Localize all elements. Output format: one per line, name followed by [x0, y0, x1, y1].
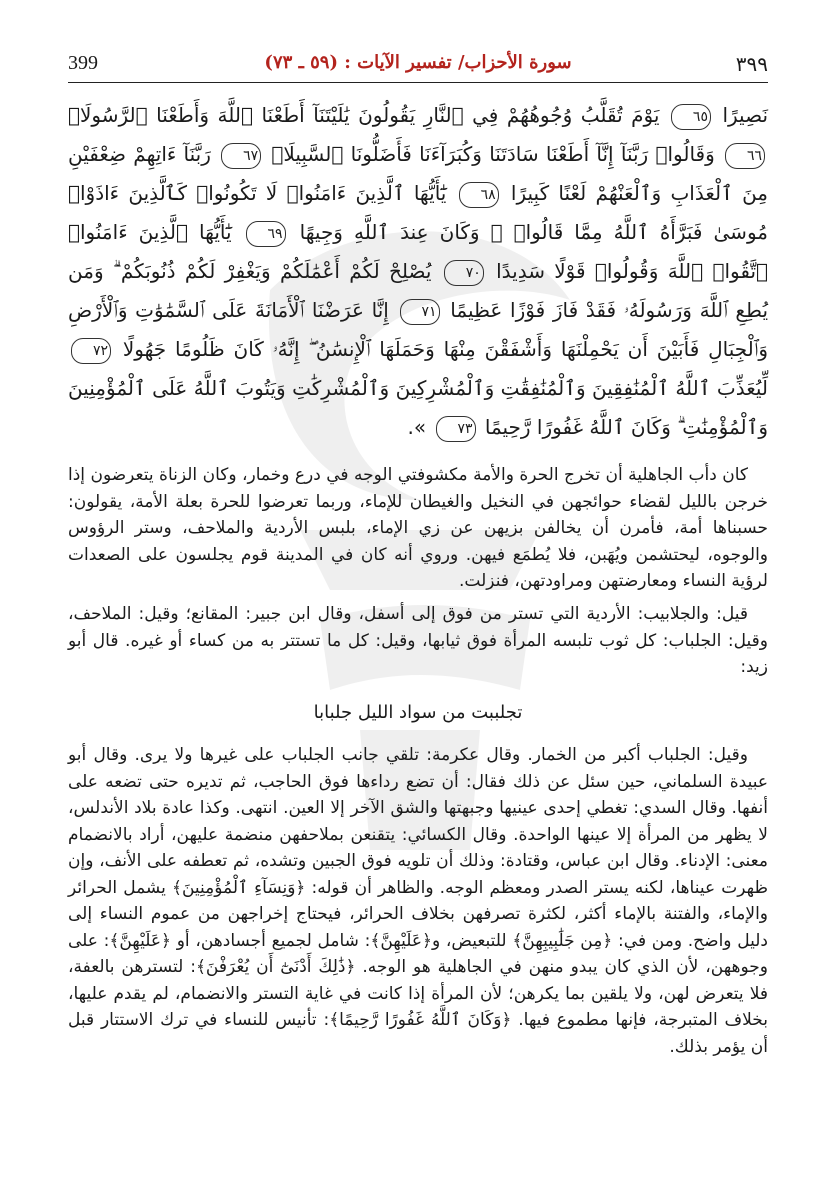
- tafsir-paragraph-2: [68, 601, 768, 681]
- paragraph-text: قيل: والجلابيب: الأردية التي تستر من فوق إلى أسفل، وقال ابن جبير: المقانع؛ وقيل: الملاحف، وقيل: الجلباب: كل ثوب تلبسه المرأة فوق ثيابها، وقيل: كل ما تستتر به من كساء أو غيره. قال أبو زيد:: [68, 604, 768, 677]
- text-run: للتبعيض، و: [431, 930, 513, 951]
- page-number-latin: 399: [68, 52, 98, 74]
- surah-title: سورة الأحزاب/ تفسير الآيات :: [344, 52, 572, 73]
- ayah-number-marker: ٧١: [400, 299, 440, 325]
- quran-segment: يَٰٓأَيُّهَا ٱلَّذِينَ ءَامَنُوا۟ لَا تَكُونُوا۟ كَٱلَّذِينَ ءَاذَوْا۟ مُوسَىٰ فَبَرَّأَهُ ٱللَّهُ مِمَّا قَالُوا۟ ۚ وَكَانَ عِندَ ٱللَّهِ وَجِيهًا: [68, 181, 768, 244]
- quran-segment: يُصْلِحْ لَكُمْ أَعْمَٰلَكُمْ وَيَغْفِرْ لَكُمْ ذُنُوبَكُمْ ۗ وَمَن يُطِعِ ٱللَّهَ وَرَسُولَهُۥ فَقَدْ فَازَ فَوْزًا عَظِيمًا: [68, 259, 769, 322]
- text-run: : لتسترهن بالعفة، فلا يتعرض لهن، ولا يلقين بما يكرهن؛ لأن المرأة إذا كانت في غاية التستر والانضمام، لم يقدم عليها، بخلاف المتبرجة، فإنها مطموع فيها.: [68, 957, 768, 1030]
- tafsir-paragraph-1: [68, 462, 768, 595]
- ayah-number-marker: ٦٦: [725, 143, 765, 169]
- text-run: : تأنيس للنساء في ترك الاستتار قبل أن يؤمر بذلك.: [68, 1010, 768, 1057]
- text-run: : على وجوههن، لأن الذي كان يبدو منهن في الجاهلية هو الوجه.: [68, 930, 768, 977]
- quran-quote: ﴿وَنِسَآءِ ٱلْمُؤْمِنِينَ﴾: [171, 877, 306, 898]
- quran-end-mark: ».: [407, 415, 427, 439]
- text-run: : شامل لجميع أجسادهن، أو: [171, 930, 371, 951]
- running-header: [68, 50, 768, 83]
- quran-segment: لِّيُعَذِّبَ ٱللَّهُ ٱلْمُنَٰفِقِينَ وَٱلْمُنَٰفِقَٰتِ وَٱلْمُشْرِكِينَ وَٱلْمُشْرِكَٰتِ وَيَتُوبَ ٱللَّهُ عَلَى ٱلْمُؤْمِنِينَ وَٱلْمُؤْمِنَٰتِ ۗ وَكَانَ ٱللَّهُ غَفُورًا رَّحِيمًا: [68, 376, 768, 439]
- quran-quote: ﴿وَكَانَ ٱللَّهُ غَفُورًا رَّحِيمًا﴾: [329, 1010, 512, 1030]
- quran-quote: ﴿مِن جَلَٰبِيبِهِنَّ﴾: [512, 930, 613, 951]
- paragraph-text: كان دأب الجاهلية أن تخرج الحرة والأمة مكشوفتي الوجه في درع وخمار، وكان الزناة يتعرضون إذا خرجن بالليل لقضاء حوائجهن في النخيل والغيطان للإماء، وربما تعرضوا للحرة بعلة الأمة، يقولون: حسبناها أمة، فأمرن أن يخالفن بزيهن عن زي الإماء، بلبس الأردية والملاحف، وستر الرؤوس والوجوه، ليحتشمن ويُهَبن، فلا يُطمَع فيهن. وروي أنه كان في المدينة قوم يجلسون على الصعدات لرؤية النساء ومعارضتهن ومراودتهن، فنزلت.: [68, 465, 768, 591]
- ayah-number-marker: ٧٣: [436, 416, 476, 442]
- ayah-number-marker: ٧٢: [71, 338, 111, 364]
- text-run: وقيل: الجلباب أكبر من الخمار. وقال عكرمة: تلقي جانب الجلباب على غيرها ولا يرى. وقال أبو عبيدة السلماني، حين سئل عن ذلك فقال: أن تضع رداءها فوق الحاجب، ثم تديره حتى تضعه على أنفها. وقال السدي: تغطي إحدى عينيها وجبهتها والشق الآخر إلا العين. انتهى. وكذا عادة بلاد الأندلس، لا يظهر من المرأة إلا عينها الواحدة. وقال الكسائي: يتقنعن بملاحفهن منضمة عليهن، أراد بالانضمام معنى: الإدناء. وقال ابن عباس، وقتادة: وذلك أن تلويه فوق الجبين وتشده، ثم تعطفه على الأنف، وإن ظهرت عيناها، لكنه يستر الصدر ومعظم الوجه. والظاهر أن قوله:: [68, 745, 768, 898]
- ayah-range: (٥٩ ـ ٧٣): [264, 52, 338, 73]
- quran-segment: يَٰٓأَيُّهَا ٱلَّذِينَ ءَامَنُوا۟ ٱتَّقُوا۟ ٱللَّهَ وَقُولُوا۟ قَوْلًا سَدِيدًا: [68, 220, 769, 283]
- quran-text-block: [68, 96, 768, 447]
- paragraph-text: [68, 742, 768, 1060]
- quran-segment: إِنَّا عَرَضْنَا ٱلْأَمَانَةَ عَلَى ٱلسَّمَٰوَٰتِ وَٱلْأَرْضِ وَٱلْجِبَالِ فَأَبَيْنَ أَن يَحْمِلْنَهَا وَأَشْفَقْنَ مِنْهَا وَحَمَلَهَا ٱلْإِنسَٰنُ ۖ إِنَّهُۥ كَانَ ظَلُومًا جَهُولًا: [68, 298, 768, 361]
- quran-segment: وَقَالُوا۟ رَبَّنَآ إِنَّآ أَطَعْنَا سَادَتَنَا وَكُبَرَآءَنَا فَأَضَلُّونَا ٱلسَّبِيلَا۠: [271, 142, 715, 166]
- quran-quote: ﴿عَلَيْهِنَّ﴾: [109, 930, 171, 951]
- quran-segment: يَوْمَ تُقَلَّبُ وُجُوهُهُمْ فِي ٱلنَّارِ يَقُولُونَ يَٰلَيْتَنَآ أَطَعْنَا ٱللَّهَ وَأَطَعْنَا ٱلرَّسُولَا۠: [68, 103, 660, 127]
- ayah-number-marker: ٦٧: [221, 143, 261, 169]
- quran-segment: رَبَّنَآ ءَاتِهِمْ ضِعْفَيْنِ مِنَ ٱلْعَذَابِ وَٱلْعَنْهُمْ لَعْنًا كَبِيرًا: [68, 142, 769, 205]
- ayah-number-marker: ٧٠: [444, 260, 484, 286]
- running-title: [68, 52, 768, 73]
- text-run: يشمل الحرائر والإماء، والفتنة بالإماء أكثر، لكثرة تصرفهن بخلاف الحرائر، فيحتاج إخراجهن من عموم النساء إلى دليل واضح. ومن في:: [68, 877, 768, 951]
- tafsir-paragraph-3: [68, 742, 768, 1060]
- quran-quote: ﴿ذَٰلِكَ أَدْنَىٰٓ أَن يُعْرَفْنَ﴾: [195, 957, 356, 977]
- quran-segment: نَصِيرًا: [722, 103, 769, 127]
- poetry-verse: تجلببت من سواد الليل جلبابا: [313, 702, 523, 723]
- quran-quote: ﴿عَلَيْهِنَّ﴾: [370, 930, 432, 951]
- ayah-number-marker: ٦٥: [671, 104, 711, 130]
- page-number-arabic: ٣٩٩: [735, 52, 768, 76]
- ayah-number-marker: ٦٩: [246, 221, 286, 247]
- ayah-number-marker: ٦٨: [459, 182, 499, 208]
